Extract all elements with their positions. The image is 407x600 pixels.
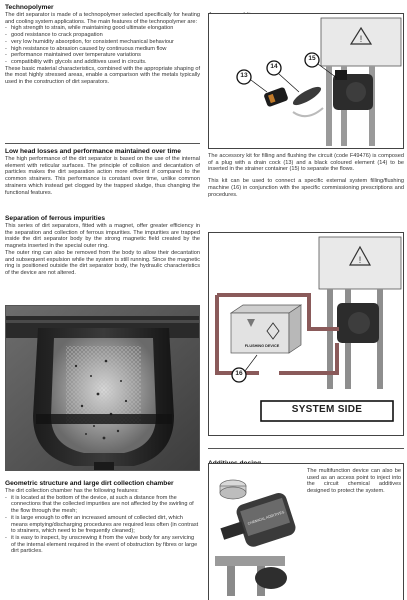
list-item: - it is easy to inspect, by unscrewing it from the valve body for any servicing of the internal element required in the event of obstruction by fibres or large dirt particles. (5, 535, 200, 555)
callout-14-label: 14 (270, 63, 278, 70)
callout-15-label: 15 (308, 55, 316, 62)
accessory-text (208, 153, 404, 198)
list-item: - very low humidity absorption, for consistent mechanical behaviour (5, 39, 200, 46)
geometric-intro: The dirt collection chamber has the following features: (5, 488, 139, 494)
list-item: - compatibility with glycols and additives used in circuits. (5, 59, 200, 66)
technopolymer-outro: These basic material characteristics, combined with the appropriate shaping of the most highly stressed areas, enable a comparison with the metals typically used in the construction of dirt separators. (5, 65, 200, 86)
head-losses-heading: Low head losses and performance maintained over time (5, 148, 181, 155)
head-losses-section (5, 148, 200, 196)
svg-text:!: ! (359, 34, 363, 44)
ferrous-text-1: This series of dirt separators, fitted with a magnet, offer greater efficiency in the separation and collection of ferrous impurities. The impurities are trapped inside the dirt separator body by the strong magnetic field created by the magnets inserted in the special outer ring. (5, 223, 200, 250)
ferrous-text-2: The outer ring can also be removed from the body to allow their decantation and subsequent expulsion while the system is still running. Since the magnetic ring is positioned outside the dirt separator body, the hydraulic characteristics of the device are not altered. (5, 249, 200, 276)
dirt-separator-photo (5, 305, 200, 471)
head-losses-text: The high performance of the dirt separator is based on the use of the internal element with reticular surfaces. The principle of collision and decantation of particles makes the dirt separation action more efficient if compared to the common strainers. This performance is constant over time, unlike common strainers which instead get clogged by the trapped sludge, thus changing the functional features. (5, 156, 200, 196)
accessory-text-2: This kit can be used to connect a specific external system filling/flushing machine (16) in conjunction with the specific commissioning prescriptions and procedures. (208, 178, 404, 198)
accessory-text-1: The accessory kit for filling and flushing the circuit (code F49476) is composed of a plug with a drain cock (13) and a black coloured element (14) to be inserted in the strainer container (15) to separate the flows. (208, 153, 404, 173)
list-item: - it is large enough to offer an increased amount of collected dirt, which means emptying/discharging procedures are required less often (in contrast to strainers, which need to be frequently cleaned); (5, 515, 200, 535)
additives-figure (208, 463, 404, 600)
technopolymer-section (5, 4, 200, 86)
list-item: - high resistance to abrasion caused by continuous medium flow (5, 46, 200, 53)
system-side-label: SYSTEM SIDE (291, 404, 363, 415)
additives-bottle-illustration (211, 468, 307, 598)
list-item: - good resistance to crack propagation (5, 32, 200, 39)
svg-text:!: ! (358, 255, 362, 265)
accessory-kit-figure (208, 13, 404, 149)
technopolymer-features (5, 25, 200, 65)
geometric-features (5, 495, 200, 555)
dirt-separator-illustration (6, 306, 200, 471)
accessory-kit-illustration (209, 14, 403, 148)
geometric-section (5, 480, 200, 555)
list-item: - high strength to strain, while maintaining good ultimate elongation (5, 25, 200, 32)
technopolymer-intro: The dirt separator is made of a technopolymer selected specifically for heating and cooling system applications. The main features of the technopolymer are: (5, 12, 200, 25)
additives-text: The multifunction device can also be used as an access point to inject into the circuit chemical additives designed to protect the system. (307, 468, 401, 495)
flushing-device-figure (208, 232, 404, 436)
section-divider (5, 143, 200, 144)
technopolymer-heading: Technopolymer (5, 4, 54, 11)
flushing-device-label: FLUSHING DEVICE (244, 344, 280, 348)
list-item: - it is located at the bottom of the device, at such a distance from the connections that the collected impurities are not affected by the swirling of the flow through the mesh; (5, 495, 200, 515)
callout-13-label: 13 (240, 72, 248, 79)
bottle-label: CHEMICAL ADDITIVES (247, 510, 285, 526)
section-divider (208, 448, 404, 449)
ferrous-section (5, 215, 200, 277)
ferrous-heading: Separation of ferrous impurities (5, 215, 106, 222)
callout-16-label: 16 (235, 370, 243, 377)
geometric-heading: Geometric structure and large dirt collection chamber (5, 480, 174, 487)
list-item: - performance maintained over temperature variations (5, 52, 200, 59)
